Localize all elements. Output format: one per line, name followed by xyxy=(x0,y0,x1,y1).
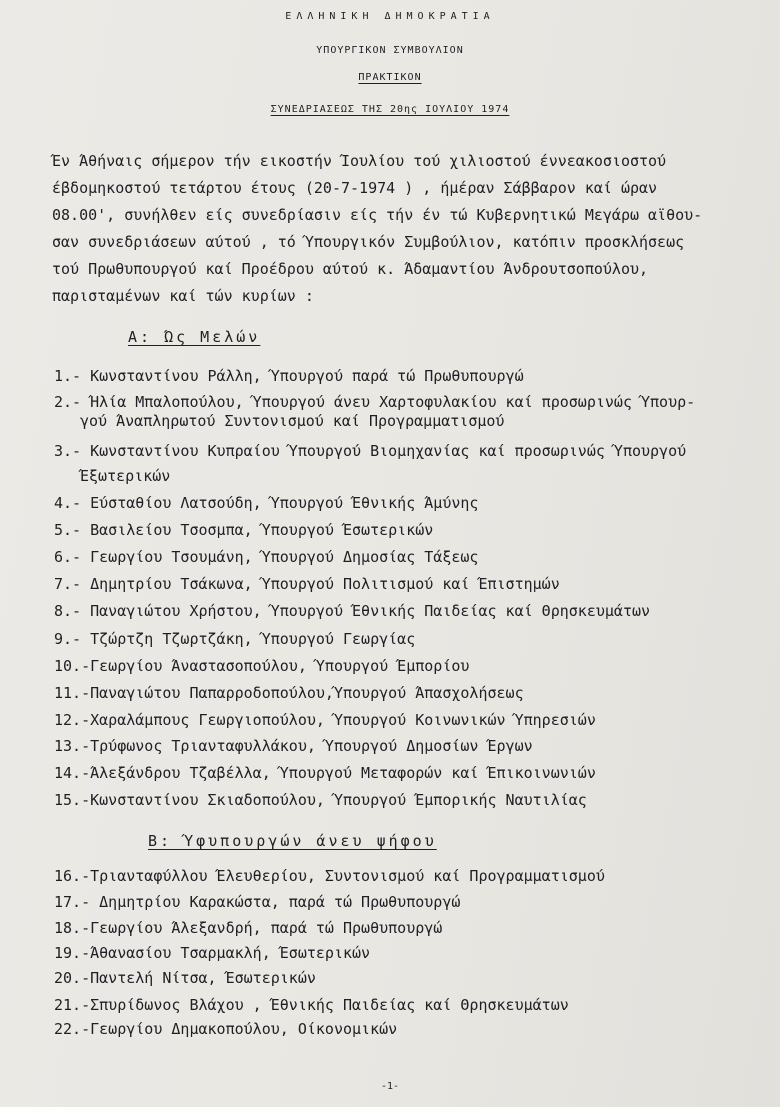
deputy-item: 21.-Σπυρίδωνος Βλάχου , Έθνικής Παιδείας καί Θρησκευμάτων xyxy=(54,996,569,1014)
intro-line-4: σαν συνεδριάσεων αύτού , τό Ύπουργικόν Συμβούλιον, κατόπιν προσκλήσεως xyxy=(52,233,685,251)
intro-line-5: τού Πρωθυπουργού καί Προέδρου αύτού κ. Άδαμαντίου Άνδρουτσοπούλου, xyxy=(52,260,649,278)
deputy-item: 22.-Γεωργίου Δημακοπούλου, Οίκονομικών xyxy=(54,1020,398,1038)
deputy-item: 20.-Παντελή Νίτσα, Έσωτερικών xyxy=(54,969,316,987)
member-item: 7.- Δημητρίου Τσάκωνα, Ύπουργού Πολιτισμού καί Έπιστημών xyxy=(54,575,560,593)
council-heading: ΥΠΟΥΡΓΙΚΟΝ ΣΥΜΒΟΥΛΙΟΝ xyxy=(316,45,464,56)
member-item: 12.-Χαραλάμπους Γεωργιοπούλου, Ύπουργού Κοινωνικών Ύπηρεσιών xyxy=(54,711,596,729)
intro-line-6: παρισταμένων καί τών κυρίων : xyxy=(52,287,314,305)
member-item: 6.- Γεωργίου Τσουμάνη, Ύπουργού Δημοσίας Τάξεως xyxy=(54,548,479,566)
member-item: 8.- Παναγιώτου Χρήστου, Ύπουργού Έθνικής Παιδείας καί Θρησκευμάτων xyxy=(54,602,651,620)
member-item: 13.-Τρύφωνος Τριανταφυλλάκου, Ύπουργού Δημοσίων Έργων xyxy=(54,737,533,755)
section-b-heading: Β: Ύφυπουργών άνευ ψήφου xyxy=(148,832,437,850)
member-item: 9.- Τζώρτζη Τζωρτζάκη, Ύπουργού Γεωργίας xyxy=(54,630,416,648)
intro-line-1: Έν Άθήναις σήμερον τήν εικοστήν Ίουλίου τού χιλιοστού έννεακοσιοστού xyxy=(52,152,667,170)
state-heading: ΕΛΛΗΝΙΚΗ ΔΗΜΟΚΡΑΤΙΑ xyxy=(285,11,495,22)
member-item: 10.-Γεωργίου Άναστασοπούλου, Ύπουργού Έμπορίου xyxy=(54,657,470,675)
deputy-item: 17.- Δημητρίου Καρακώστα, παρά τώ Πρωθυπουργώ xyxy=(54,893,461,911)
session-heading: ΣΥΝΕΔΡΙΑΣΕΩΣ ΤΗΣ 20ης ΙΟΥΛΙΟΥ 1974 xyxy=(270,104,510,115)
member-item: 2.- Ήλία Μπαλοπούλου, Ύπουργού άνευ Χαρτοφυλακίου καί προσωρινώς Ύπουρ- xyxy=(54,393,696,411)
member-item: 1.- Κωνσταντίνου Ράλλη, Ύπουργού παρά τώ Πρωθυπουργώ xyxy=(54,367,524,385)
intro-line-3: 08.00', συνήλθεν είς συνεδρίασιν είς τήν έν τώ Κυβερνητικώ Μεγάρω αϊθου- xyxy=(52,206,703,224)
member-item: 3.- Κωνσταντίνου Κυπραίου Ύπουργού Βιομηχανίας καί προσωρινώς Ύπουργού xyxy=(54,442,687,460)
member-item-continued: Έξωτερικών xyxy=(80,467,171,485)
member-item-continued: γού Άναπληρωτού Συντονισμού καί Προγραμματισμού xyxy=(80,412,505,430)
section-a-heading: Α: Ώς Μελών xyxy=(128,328,261,346)
deputy-item: 19.-Άθανασίου Τσαρμακλή, Έσωτερικών xyxy=(54,944,371,962)
intro-line-2: έβδομηκοστού τετάρτου έτους (20-7-1974 ) , ήμέραν Σάββαρον καί ώραν xyxy=(52,179,658,197)
page-number: -1- xyxy=(380,1081,400,1092)
member-item: 5.- Βασιλείου Τσοσμπα, Ύπουργού Έσωτερικών xyxy=(54,521,434,539)
member-item: 4.- Εύσταθίου Λατσούδη, Ύπουργού Έθνικής Άμύνης xyxy=(54,494,479,512)
member-item: 14.-Άλεξάνδρου Τζαβέλλα, Ύπουργού Μεταφορών καί Έπικοινωνιών xyxy=(54,764,596,782)
deputy-item: 16.-Τριανταφύλλου Έλευθερίου, Συντονισμού καί Προγραμματισμού xyxy=(54,867,605,885)
deputy-item: 18.-Γεωργίου Άλεξανδρή, παρά τώ Πρωθυπουργώ xyxy=(54,919,443,937)
doc-type-heading: ΠΡΑΚΤΙΚΟΝ xyxy=(358,72,422,83)
member-item: 15.-Κωνσταντίνου Σκιαδοπούλου, Ύπουργού Έμπορικής Ναυτιλίας xyxy=(54,791,587,809)
member-item: 11.-Παναγιώτου Παπαρροδοπούλου,Ύπουργού Άπασχολήσεως xyxy=(54,684,524,702)
